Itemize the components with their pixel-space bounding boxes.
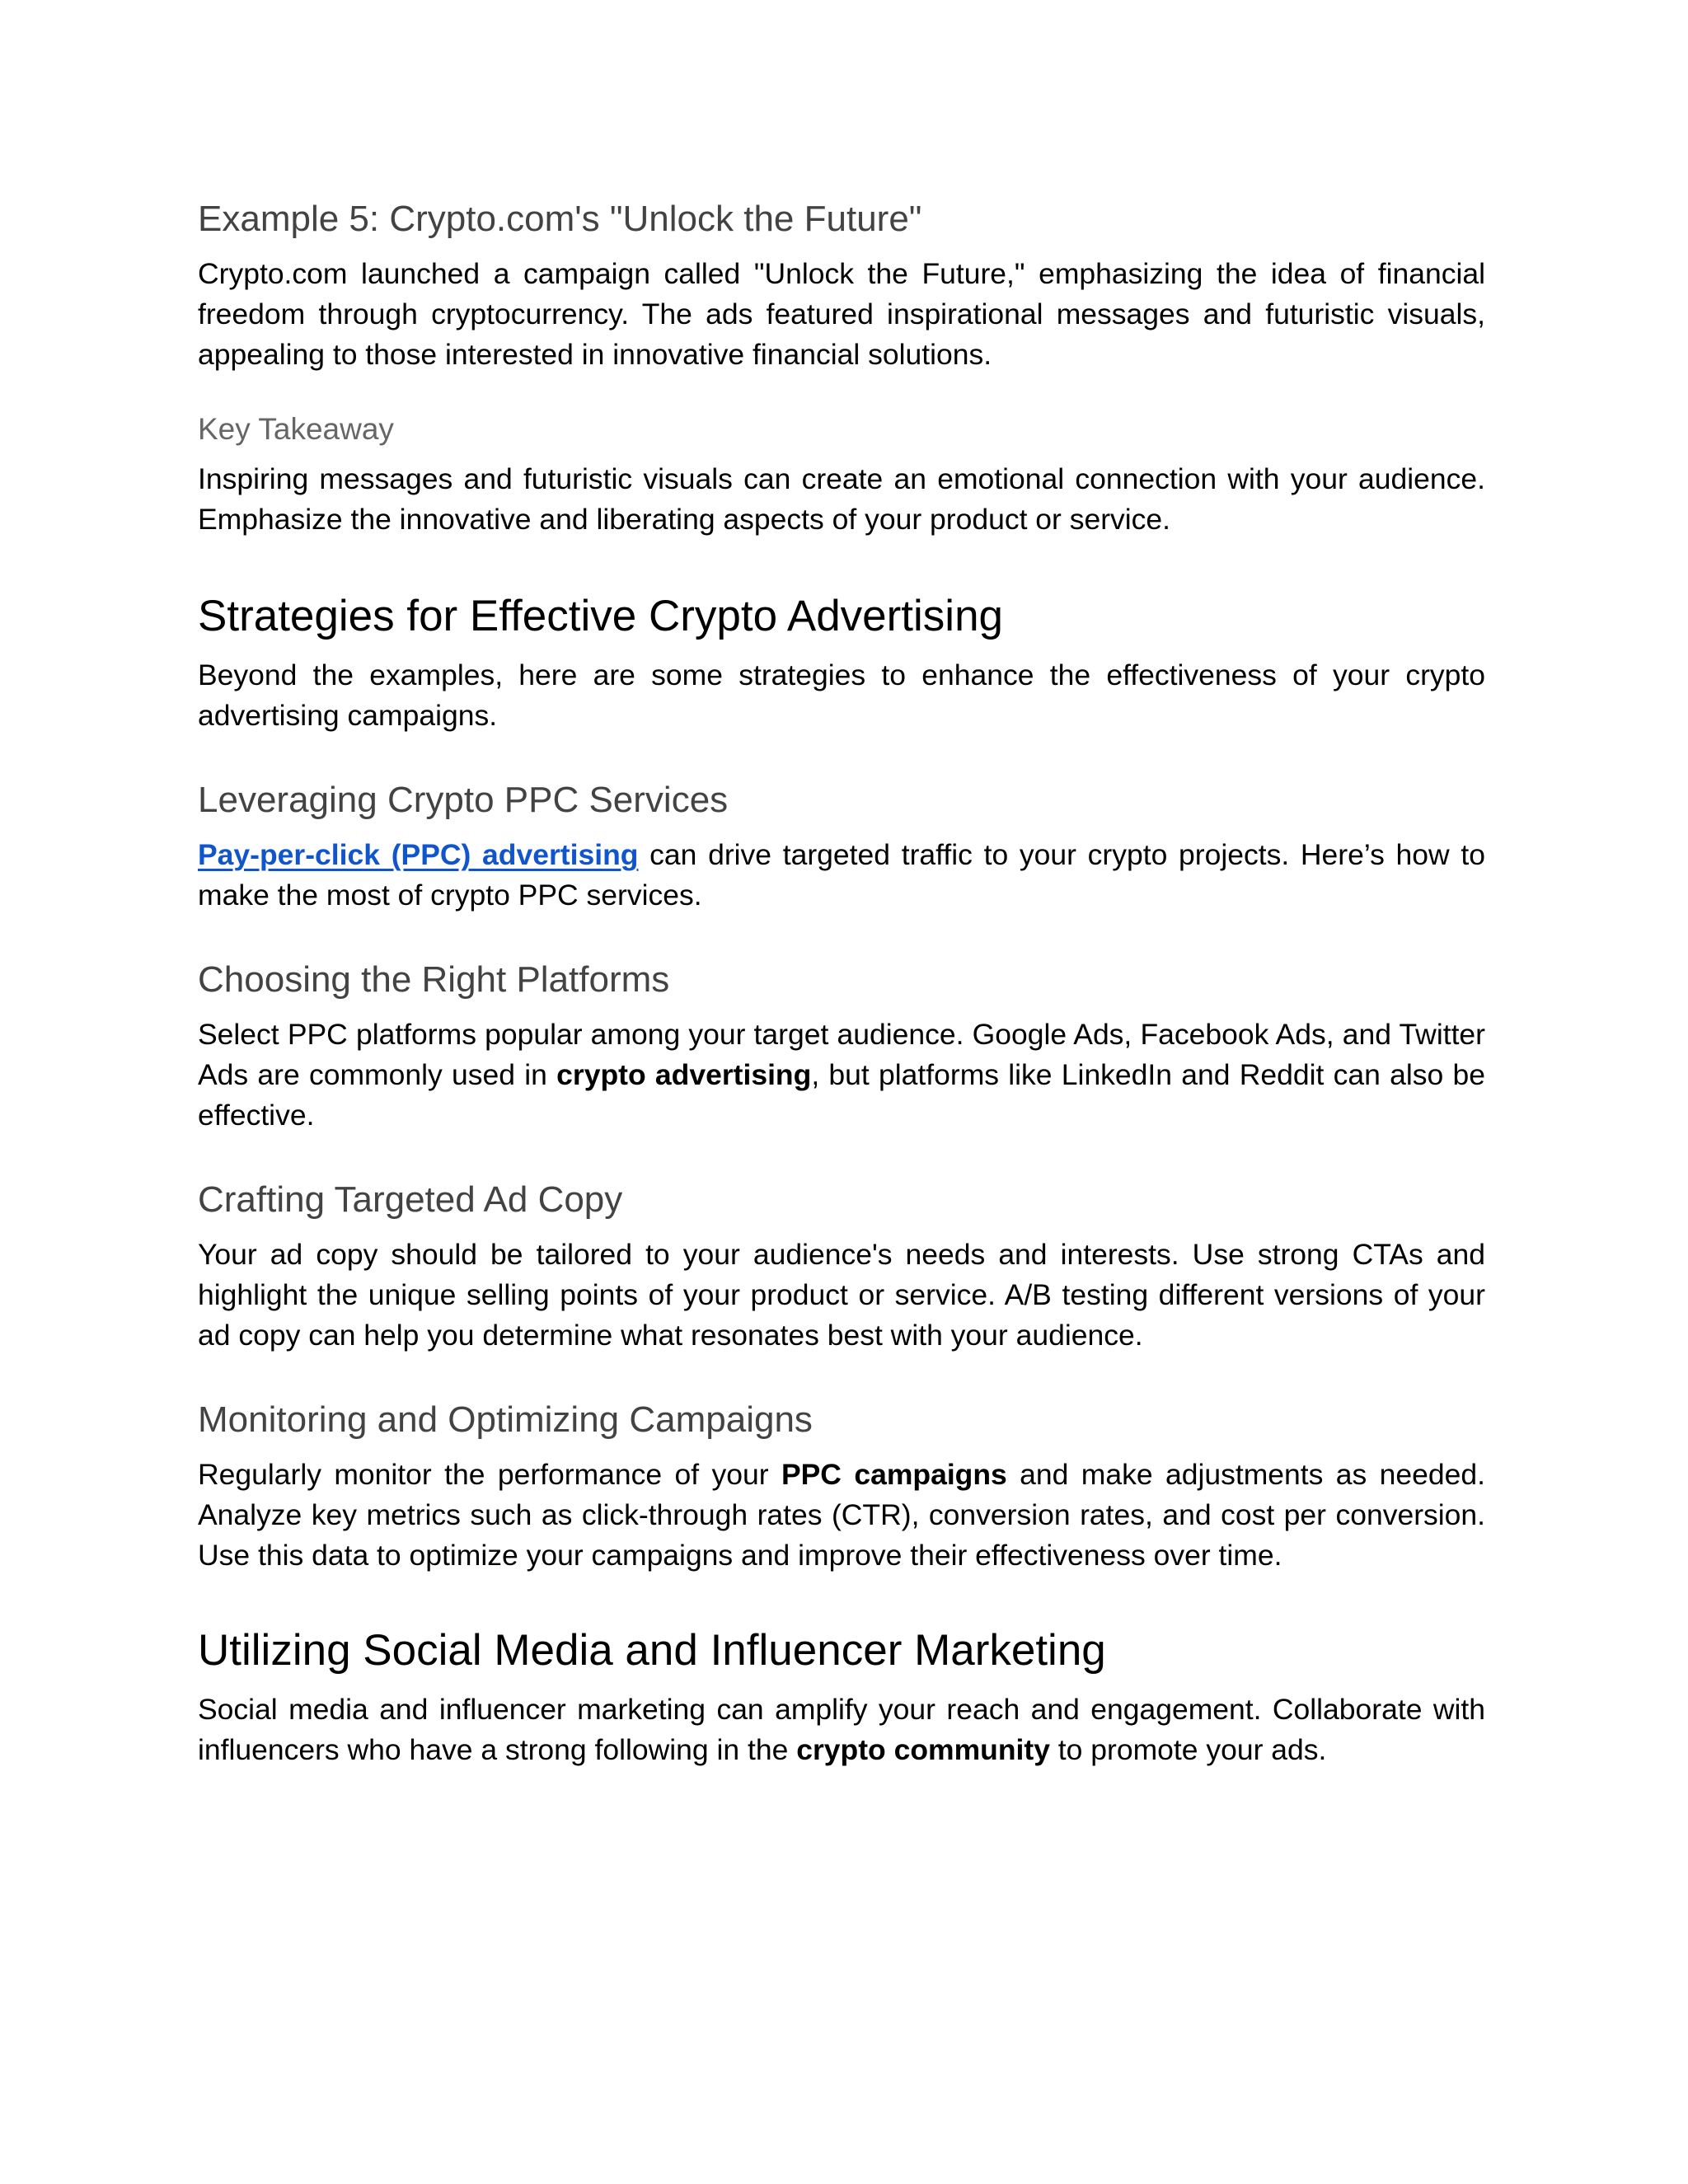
social-heading: Utilizing Social Media and Influencer Marketing bbox=[198, 1626, 1106, 1675]
example5-body: Crypto.com launched a campaign called "Unlock the Future," emphasizing the idea of financial freedom through cryptocurrency. The ads featured inspirational messages and futuristic visuals, appealing to those interested in innovative financial solutions. bbox=[198, 257, 1485, 371]
social-body-text: Social media and influencer marketing can amplify your reach and engagement. Collaborate with influencers who have a strong following in the bbox=[198, 1693, 1485, 1766]
social-bold-term: crypto community bbox=[796, 1733, 1050, 1766]
monitoring-heading: Monitoring and Optimizing Campaigns bbox=[198, 1399, 813, 1440]
key-takeaway-heading: Key Takeaway bbox=[198, 412, 394, 446]
ppc-body bbox=[198, 835, 1485, 916]
platforms-heading: Choosing the Right Platforms bbox=[198, 959, 670, 1000]
monitoring-body-text-end: and make adjustments as needed. Analyze key metrics such as click-through rates (CTR), conversion rates, and cost per conversion. Use this data to optimize your campaigns and improve their effectiveness over time. bbox=[198, 1458, 1485, 1572]
key-takeaway-body: Inspiring messages and futuristic visuals can create an emotional connection with your audience. Emphasize the innovative and liberating aspects of your product or service. bbox=[198, 462, 1485, 536]
platforms-body bbox=[198, 1015, 1485, 1136]
ppc-heading: Leveraging Crypto PPC Services bbox=[198, 780, 729, 820]
strategies-body: Beyond the examples, here are some strategies to enhance the effectiveness of your crypto advertising campaigns. bbox=[198, 658, 1485, 732]
platforms-body-text-end: , but platforms like LinkedIn and Reddit can also be effective. bbox=[198, 1058, 1486, 1132]
document-page bbox=[198, 190, 1485, 1770]
monitoring-bold-term: PPC campaigns bbox=[781, 1458, 1007, 1491]
ad-copy-body: Your ad copy should be tailored to your audience's needs and interests. Use strong CTAs and highlight the unique selling points of your product or service. A/B testing different versions of your ad copy can help you determine what resonates best with your audience. bbox=[198, 1238, 1485, 1352]
ppc-body-text: can drive targeted traffic to your crypto projects. Here’s how to make the most of crypto PPC services. bbox=[198, 838, 1485, 912]
ad-copy-heading: Crafting Targeted Ad Copy bbox=[198, 1179, 623, 1220]
platforms-bold-term: crypto advertising bbox=[556, 1058, 812, 1091]
social-body-text-end: to promote your ads. bbox=[1049, 1733, 1327, 1766]
platforms-body-text: Select PPC platforms popular among your target audience. Google Ads, Facebook Ads, and Twitter Ads are commonly used in bbox=[198, 1018, 1485, 1091]
strategies-heading: Strategies for Effective Crypto Advertising bbox=[198, 592, 1004, 640]
monitoring-body bbox=[198, 1455, 1485, 1576]
ppc-link[interactable]: Pay-per-click (PPC) advertising bbox=[198, 838, 639, 871]
social-body bbox=[198, 1690, 1485, 1770]
example5-heading: Example 5: Crypto.com's "Unlock the Future" bbox=[198, 199, 922, 239]
monitoring-body-text: Regularly monitor the performance of your bbox=[198, 1458, 781, 1491]
